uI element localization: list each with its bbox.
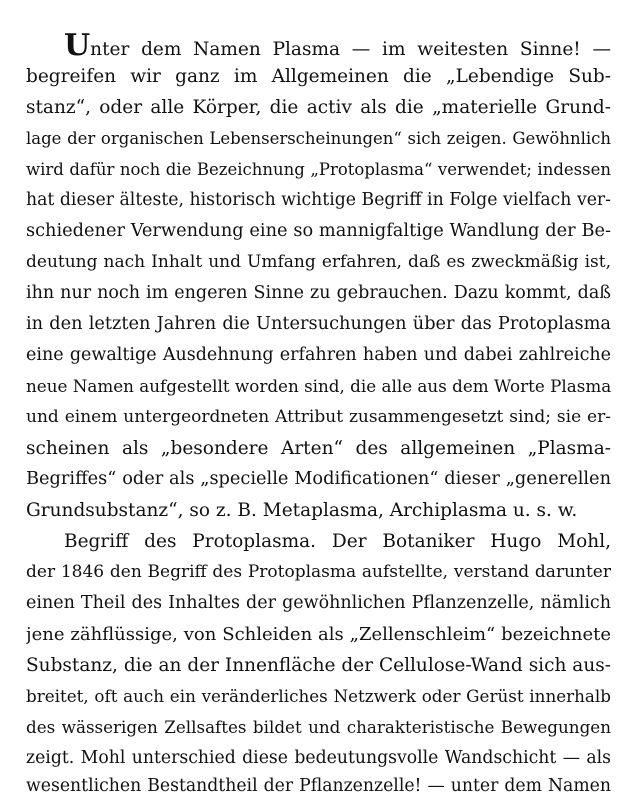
paragraph-1-line-8: deutung nach Inhalt und Umfang erfahren, daß es zweckmäßig ist,: [26, 252, 611, 272]
paragraph-1-line-14: scheinen als „besondere Arten“ des allgemeinen „Plasma-: [26, 438, 611, 459]
paragraph-1-line-7: schiedener Verwendung eine so mannigfaltige Wandlung der Be-: [26, 221, 611, 241]
paragraph-1-line-16: Grundsubstanz“, so z. B. Metaplasma, Archiplasma u. s. w.: [26, 500, 578, 521]
paragraph-2-line-7: des wässerigen Zellsaftes bildet und charakteristische Bewegungen: [26, 717, 611, 737]
paragraph-1-line-5: wird dafür noch die Bezeichnung „Protoplasma“ verwendet; indessen: [26, 160, 611, 179]
paragraph-2-line-5: Substanz, die an der Innenfläche der Cellulose-Wand sich aus-: [26, 655, 611, 676]
paragraph-2-line-8: zeigt. Mohl unterschied diese bedeutungsvolle Wandschicht — als: [26, 748, 611, 768]
paragraph-1-line-2: begreifen wir ganz im Allgemeinen die „Lebendige Sub-: [26, 66, 611, 87]
paragraph-2-line-3: einen Theil des Inhaltes der gewöhnlichen Pflanzenzelle, nämlich: [26, 593, 611, 613]
paragraph-1-line-1: [64, 30, 611, 61]
paragraph-1-line-15: Begriffes“ oder als „specielle Modificationen“ dieser „generellen: [26, 469, 611, 489]
paragraph-2-line-6: breitet, oft auch ein veränderliches Netzwerk oder Gerüst innerhalb: [26, 686, 611, 706]
paragraph-1-line-11: eine gewaltige Ausdehnung erfahren haben und dabei zahlreiche: [26, 345, 611, 365]
paragraph-1-line-9: ihn nur noch im engeren Sinne zu gebrauchen. Dazu kommt, daß: [26, 283, 611, 303]
paragraph-1-line-4: lage der organischen Lebenserscheinungen“ sich zeigen. Gewöhnlich: [26, 129, 611, 148]
paragraph-1-line-12: neue Namen aufgestellt worden sind, die alle aus dem Worte Plasma: [26, 376, 611, 396]
paragraph-2-line-4: jene zähflüssige, von Schleiden als „Zellenschleim“ bezeichnete: [26, 624, 611, 645]
paragraph-1-line-13: und einem untergeordneten Attribut zusammengesetzt sind; sie er-: [26, 407, 611, 427]
paragraph-2-line-1: Begriff des Protoplasma. Der Botaniker Hugo Mohl,: [64, 531, 611, 552]
paragraph-1-line-10: in den letzten Jahren die Untersuchungen über das Protoplasma: [26, 314, 611, 334]
paragraph-1-line-6: hat dieser älteste, historisch wichtige Begriff in Folge vielfach ver-: [26, 190, 611, 210]
drop-cap: U: [64, 30, 91, 61]
paragraph-1-line-1-text: nter dem Namen Plasma — im weitesten Sinne! —: [90, 39, 611, 60]
paragraph-1-line-3: stanz“, oder alle Körper, die activ als die „materielle Grund-: [26, 97, 611, 118]
paragraph-2-line-9: wesentlichen Bestandtheil der Pflanzenzelle! — unter dem Namen: [26, 776, 611, 796]
paragraph-2-line-2: der 1846 den Begriff des Protoplasma aufstellte, verstand darunter: [26, 562, 611, 582]
